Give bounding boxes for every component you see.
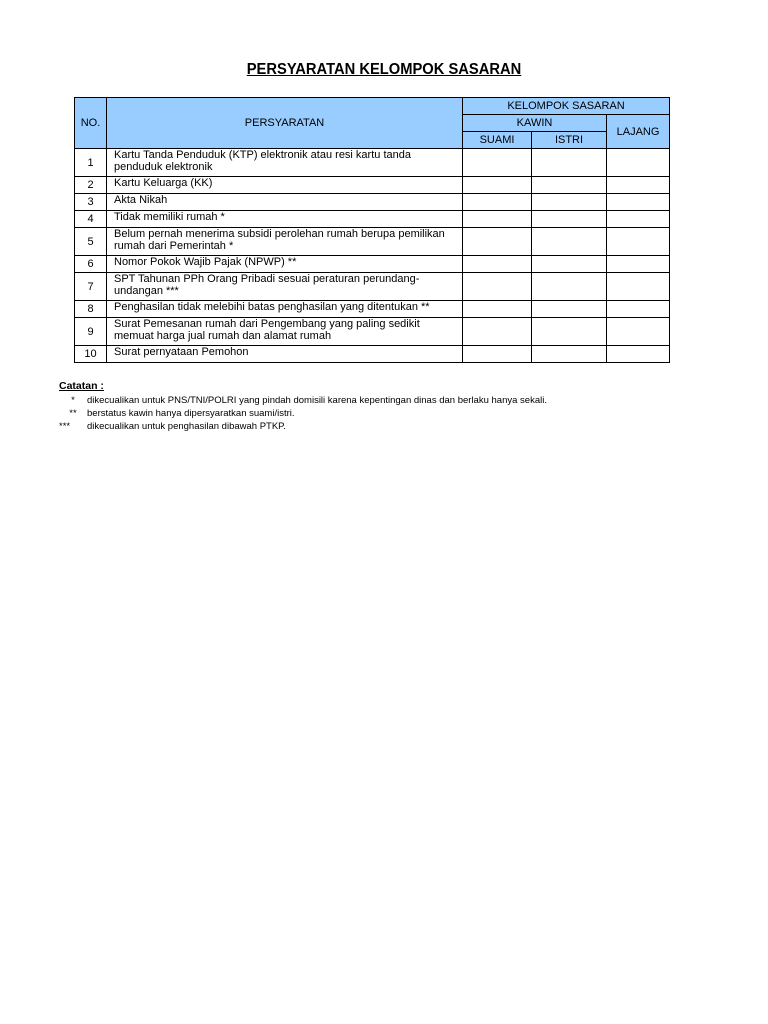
cell-lajang <box>607 194 670 211</box>
row-number: 10 <box>75 346 107 363</box>
table-row <box>75 177 670 194</box>
header-istri: ISTRI <box>532 132 607 149</box>
cell-suami <box>463 194 532 211</box>
table-row <box>75 228 670 256</box>
row-number: 7 <box>75 273 107 301</box>
cell-lajang <box>607 211 670 228</box>
cell-suami <box>463 149 532 177</box>
table-row <box>75 301 670 318</box>
table-row <box>75 318 670 346</box>
note-mark: *** <box>59 421 71 432</box>
row-requirement: Penghasilan tidak melebihi batas penghasilan yang ditentukan ** <box>107 301 463 318</box>
row-number: 4 <box>75 211 107 228</box>
cell-suami <box>463 301 532 318</box>
table-row <box>75 256 670 273</box>
header-suami: SUAMI <box>463 132 532 149</box>
row-number: 3 <box>75 194 107 211</box>
cell-lajang <box>607 177 670 194</box>
table-row <box>75 194 670 211</box>
cell-suami <box>463 273 532 301</box>
table-row <box>75 211 670 228</box>
note-text: berstatus kawin hanya dipersyaratkan suami/istri. <box>87 408 295 419</box>
cell-istri <box>532 318 607 346</box>
note-text: dikecualikan untuk PNS/TNI/POLRI yang pindah domisili karena kepentingan dinas dan berlaku hanya sekali. <box>87 395 547 406</box>
cell-suami <box>463 346 532 363</box>
cell-lajang <box>607 346 670 363</box>
notes-title: Catatan : <box>59 380 104 392</box>
header-no: NO. <box>75 98 107 149</box>
row-requirement: SPT Tahunan PPh Orang Pribadi sesuai peraturan perundang-undangan *** <box>107 273 463 301</box>
cell-istri <box>532 194 607 211</box>
row-number: 5 <box>75 228 107 256</box>
header-kawin: KAWIN <box>463 115 607 132</box>
row-requirement: Belum pernah menerima subsidi perolehan rumah berupa pemilikan rumah dari Pemerintah * <box>107 228 463 256</box>
cell-suami <box>463 211 532 228</box>
cell-istri <box>532 256 607 273</box>
row-requirement: Akta Nikah <box>107 194 463 211</box>
cell-istri <box>532 149 607 177</box>
row-requirement: Surat Pemesanan rumah dari Pengembang yang paling sedikit memuat harga jual rumah dan alamat rumah <box>107 318 463 346</box>
cell-lajang <box>607 273 670 301</box>
cell-suami <box>463 177 532 194</box>
row-requirement: Nomor Pokok Wajib Pajak (NPWP) ** <box>107 256 463 273</box>
row-number: 6 <box>75 256 107 273</box>
table-row <box>75 149 670 177</box>
row-number: 1 <box>75 149 107 177</box>
cell-lajang <box>607 301 670 318</box>
cell-suami <box>463 318 532 346</box>
cell-istri <box>532 346 607 363</box>
table-row <box>75 273 670 301</box>
cell-istri <box>532 301 607 318</box>
note-item <box>59 407 547 420</box>
cell-istri <box>532 228 607 256</box>
cell-lajang <box>607 149 670 177</box>
row-requirement: Tidak memiliki rumah * <box>107 211 463 228</box>
cell-suami <box>463 256 532 273</box>
cell-lajang <box>607 228 670 256</box>
page-title: PERSYARATAN KELOMPOK SASARAN <box>246 61 522 78</box>
note-item <box>59 420 547 433</box>
header-lajang: LAJANG <box>607 115 670 149</box>
cell-lajang <box>607 256 670 273</box>
requirements-table <box>74 97 670 363</box>
row-number: 9 <box>75 318 107 346</box>
header-persyaratan: PERSYARATAN <box>107 98 463 149</box>
row-number: 8 <box>75 301 107 318</box>
table-row <box>75 346 670 363</box>
note-text: dikecualikan untuk penghasilan dibawah PTKP. <box>87 421 286 432</box>
cell-istri <box>532 177 607 194</box>
cell-suami <box>463 228 532 256</box>
cell-lajang <box>607 318 670 346</box>
cell-istri <box>532 273 607 301</box>
row-requirement: Kartu Tanda Penduduk (KTP) elektronik atau resi kartu tanda penduduk elektronik <box>107 149 463 177</box>
cell-istri <box>532 211 607 228</box>
row-number: 2 <box>75 177 107 194</box>
header-kelompok-sasaran: KELOMPOK SASARAN <box>463 98 670 115</box>
row-requirement: Surat pernyataan Pemohon <box>107 346 463 363</box>
notes-section <box>59 380 547 433</box>
row-requirement: Kartu Keluarga (KK) <box>107 177 463 194</box>
note-mark: * <box>71 395 75 406</box>
note-item <box>59 394 547 407</box>
note-mark: ** <box>69 408 77 419</box>
